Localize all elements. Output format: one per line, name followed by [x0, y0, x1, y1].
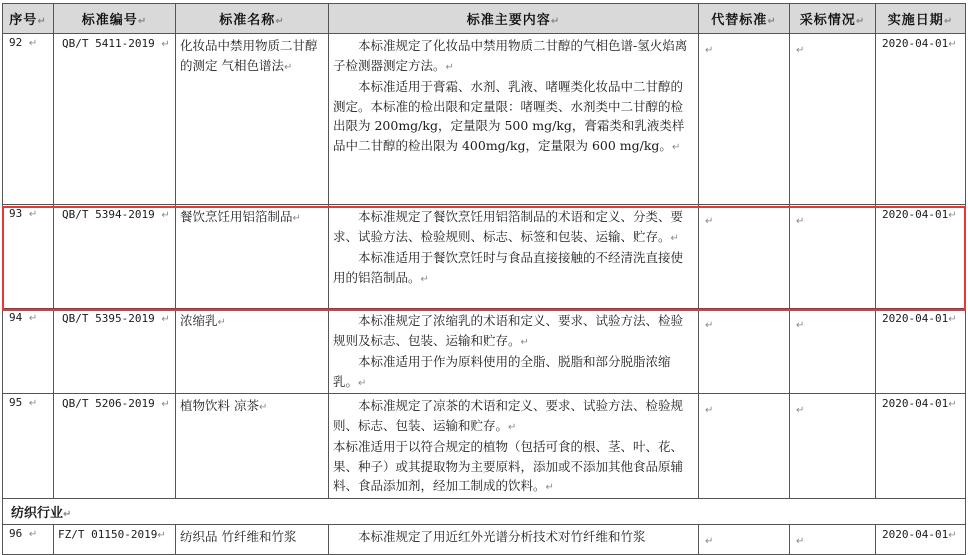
row-date: 2020-04-01↵: [876, 205, 966, 309]
row-content: [329, 524, 699, 554]
row-code: FZ/T 01150-2019↵: [54, 524, 176, 554]
row-code: QB/T 5411-2019 ↵: [54, 34, 176, 205]
content-paragraph: 本标准规定了餐饮烹饪用铝箔制品的术语和定义、分类、要求、试验方法、检验规则、标志、标签和包装、运输、贮存。↵: [333, 209, 684, 244]
row-replace: ↵: [699, 524, 790, 554]
content-paragraph: 本标准规定了凉茶的术语和定义、要求、试验方法、检验规则、标志、包装、运输和贮存。↵: [333, 398, 684, 433]
section-title: 纺织行业↵: [3, 498, 966, 524]
table-row: [3, 524, 966, 554]
row-seq: 92 ↵: [3, 34, 54, 205]
content-paragraph: 本标准规定了浓缩乳的术语和定义、要求、试验方法、检验规则及标志、包装、运输和贮存。↵: [333, 313, 684, 348]
header-name: 标准名称↵: [176, 4, 329, 34]
row-code: QB/T 5395-2019 ↵: [54, 309, 176, 394]
content-paragraph: 本标准规定了化妆品中禁用物质二甘醇的气相色谱-氢火焰离子检测器测定方法。↵: [333, 38, 688, 73]
row-adopt: ↵: [790, 34, 876, 205]
header-date: 实施日期↵: [876, 4, 966, 34]
row-date: 2020-04-01↵: [876, 524, 966, 554]
table-row: [3, 309, 966, 394]
table-row: [3, 205, 966, 309]
row-name: 化妆品中禁用物质二甘醇的测定 气相色谱法↵: [176, 34, 329, 205]
row-content: [329, 394, 699, 499]
section-row: [3, 498, 966, 524]
table-row: [3, 394, 966, 499]
row-name: 植物饮料 凉茶↵: [176, 394, 329, 499]
content-paragraph: 本标准适用于以符合规定的植物（包括可食的根、茎、叶、花、果、种子）或其提取物为主要原料，添加或不添加其他食品原辅料、食品添加剂，经加工制成的饮料。↵: [333, 439, 684, 493]
row-adopt: ↵: [790, 394, 876, 499]
row-seq: 93 ↵: [3, 205, 54, 309]
header-replace: 代替标准↵: [699, 4, 790, 34]
row-name: 浓缩乳↵: [176, 309, 329, 394]
header-adopt: 采标情况↵: [790, 4, 876, 34]
content-paragraph: 本标准适用于作为原料使用的全脂、脱脂和部分脱脂浓缩乳。↵: [333, 354, 671, 389]
standards-table: [2, 3, 966, 555]
row-date: 2020-04-01↵: [876, 34, 966, 205]
row-code: QB/T 5394-2019 ↵: [54, 205, 176, 309]
row-adopt: ↵: [790, 205, 876, 309]
table-row: [3, 34, 966, 205]
header-row: [3, 4, 966, 34]
header-seq: 序号↵: [3, 4, 54, 34]
row-replace: ↵: [699, 205, 790, 309]
row-seq: 94 ↵: [3, 309, 54, 394]
row-content: [329, 309, 699, 394]
row-seq: 95 ↵: [3, 394, 54, 499]
row-content: [329, 34, 699, 205]
header-code: 标准编号↵: [54, 4, 176, 34]
row-replace: ↵: [699, 34, 790, 205]
row-name: 餐饮烹饪用铝箔制品↵: [176, 205, 329, 309]
content-paragraph: 本标准规定了用近红外光谱分析技术对竹纤维和竹浆: [358, 528, 646, 544]
row-code: QB/T 5206-2019 ↵: [54, 394, 176, 499]
row-replace: ↵: [699, 309, 790, 394]
row-content: [329, 205, 699, 309]
row-date: 2020-04-01↵: [876, 309, 966, 394]
header-content: 标准主要内容↵: [329, 4, 699, 34]
row-replace: ↵: [699, 394, 790, 499]
content-paragraph: 本标准适用于餐饮烹饪时与食品直接接触的不经清洗直接使用的铝箔制品。↵: [333, 250, 684, 285]
row-seq: 96 ↵: [3, 524, 54, 554]
row-date: 2020-04-01↵: [876, 394, 966, 499]
row-name: 纺织品 竹纤维和竹浆: [176, 524, 329, 554]
content-paragraph: 本标准适用于膏霜、水剂、乳液、啫喱类化妆品中二甘醇的测定。本标准的检出限和定量限：啫喱类、水剂类中二甘醇的检出限为 200mg/kg，定量限为 500 mg/kg，膏霜类和乳液类样品中二甘醇的检出限为 400mg/kg，定量限为 600 mg/kg。↵: [333, 79, 685, 153]
row-adopt: ↵: [790, 524, 876, 554]
row-adopt: ↵: [790, 309, 876, 394]
